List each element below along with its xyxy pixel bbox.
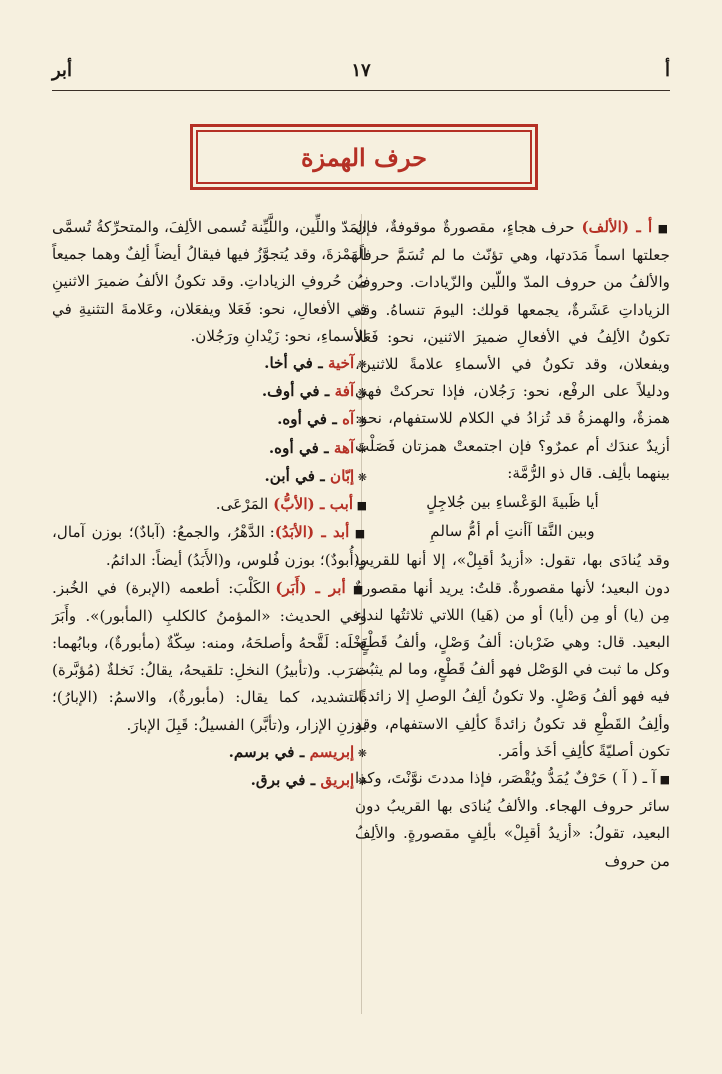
entry-abr-text: الكَلْبَ: أطعمه (الإبرة) في الخُبز. وفي الحديث: «المؤمنُ كالكلبِ (المأبور)». وأَبَرَ نَخْلَه: لَقَّحهُ وأصلحَهُ، ومنه: سِكّةٌ (مأبورةٌ)، وبابُهما: ضرَب. و(تأبيرُ) النخلِ: تلقيحهُ، يقالُ: نَخلةٌ (مُؤبَّرة) بالتشديد، كما يقال: (مأبورةٌ)، والاسمُ: (الإبارُ)؛ بوزنِ الإزار، و(تأبَّر) الفسيلُ: قَبِلَ الإبارَ. xyxy=(52,578,367,734)
entry-aa-head: آ ـ ( آ ) xyxy=(611,769,657,788)
entry-aa xyxy=(355,765,670,875)
cross-ref-ibban xyxy=(52,463,367,491)
entry-abb xyxy=(52,491,367,519)
entry-alif-continued: وقد يُنادَى بها، تقول: «أزيدُ أقبِلْ»، إلا أنها للقريبِ دون البعيد؛ لأنها مقصورةٌ. قلتُ: يريد أنها مقصورةٌ مِن (يا) أو مِن (أيا) أو من (هَيا) اللاتي ثلاثتُها لنداء البعيد. قال: وهي ضَرْبان: ألفُ وَصْلٍ، وألفُ قَطْعٍ، وكل ما ثبت في الوَصْل فهو ألفُ قَطْعٍ، وما لم يثبُت فيه فهو ألفُ وَصْلٍ. ولا تكونُ ألِفُ الوصلِ إلا زائدةً، وألِفُ القَطْعِ قد تكونُ زائدةً كألِفِ الاستفهام، وقد تكون أصليّةً كألِفِ أخَذ وأمَر. xyxy=(355,551,670,760)
cross-ref-ibrisam xyxy=(52,739,367,767)
section-title-frame xyxy=(190,124,538,190)
cross-ref-aha xyxy=(52,435,367,463)
cross-ref-ibriq xyxy=(52,767,367,795)
cross-ref-ibriq-target: ـ في برق. xyxy=(250,771,321,790)
cross-ref-ibban-target: ـ في أبن. xyxy=(264,466,331,485)
cross-ref-afa xyxy=(52,378,367,406)
continued-text: المَدّ واللِّين، واللَّيِّنة تُسمى الألِفَ، والمتحرِّكةُ تُسمَّى الهَمْزةَ، وقد يُتجوَّزُ فيها فيقالُ أيضاً ألِفٌ وهما جميعاً من حُروفِ الزياداتِ. وقد تكونُ الألفُ ضميرَ الاثنينِ في الأفعالِ، نحو: فَعَلا ويفعَلان، وعَلامةَ التثنيةِ في الأسماءِ، نحو: زَيْدانِ ورَجُلان. xyxy=(52,218,367,345)
right-column xyxy=(355,214,670,875)
entry-alif xyxy=(355,214,670,487)
cross-ref-aha-target: ـ في أوه. xyxy=(268,438,334,457)
cross-ref-akhiya-target: ـ في أخا. xyxy=(264,354,328,373)
entry-abr-head: أبر ـ (أَبَر) xyxy=(275,578,346,597)
poem-line-1: أيا ظَبيةَ الوَعْساءِ بين جُلاجِلٍ xyxy=(426,493,599,512)
entry-abb-text: المَرْعَى. xyxy=(215,495,274,514)
page-header xyxy=(52,56,670,86)
cross-ref-akhiya-head: آخية xyxy=(327,354,355,373)
entry-abr xyxy=(52,575,367,739)
cross-ref-ah-target: ـ في أوه. xyxy=(277,410,343,429)
cross-ref-aha-head: آهة xyxy=(333,438,355,457)
page-number: ١٧ xyxy=(351,60,371,81)
cross-ref-afa-target: ـ في أوف. xyxy=(261,382,335,401)
cross-ref-ibrisam-target: ـ في برسم. xyxy=(228,742,310,761)
entry-abd xyxy=(52,519,367,574)
cross-ref-ah-head: آه xyxy=(342,410,355,429)
cross-ref-afa-head: آفة xyxy=(334,382,355,401)
entry-abd-text: : الدَّهْرُ، والجمعُ: (آبادٌ)؛ بوزن آمال، و(أُبودٌ)؛ بوزن فُلوس، و(الأَبَدُ) أيضاً: الدائمُ. xyxy=(52,523,367,570)
cross-ref-ibrisam-head: إبريسم xyxy=(309,742,355,761)
entry-aa-text: حَرْفٌ يُمَدُّ ويُقْصَر، فإذا مددتَ نوَّنْتَ، وكذا سائر حروف الهجاء. والألفُ يُنادَى بها القريبُ دون البعيد، تقولُ: «أزيدُ أقبِلْ» بألِفٍ مقصورةٍ. والألِفُ من حروف xyxy=(355,769,670,870)
entry-alif-text: حرف هجاءٍ، مقصورةٌ موقوفةٌ، فإن جعلتها اسماً مَدَدتها، وهي تؤنّث ما لم تُسَمَّ حرفاً. والألفُ من حروف المدّ واللّين والزّيادات. وحروفُ الزياداتِ عَشَرةٌ، يجمعها قولك: اليومَ تنساهُ. وقد تكونُ الألِفُ في الأفعالِ ضميرَ الاثنين، نحو: فَعَلا ويفعلان، وقد تكونُ في الأسماءِ علامةً للاثنين، ودليلاً على الرفْع، نحو: رَجُلان، فإذا تحركتْ فهي همزةٌ، والهمزةُ قد تُزادُ في الكلام للاستفهام، نحو: أزيدٌ عندَك أم عمرٌو؟ فإن اجتمعتْ همزتان فَصَلْتَ بينهما بألِف. قال ذو الرُّمَّة: xyxy=(355,218,670,482)
cross-ref-ibriq-head: إبريق xyxy=(320,771,355,790)
header-rule xyxy=(52,90,670,91)
poem-line-2: وبين النَّقا آأنتِ أم أمُّ سالمِ xyxy=(430,522,595,541)
entry-abd-head: أبد ـ (الأبَدُ) xyxy=(274,523,350,542)
cross-ref-ibban-head: إبّان xyxy=(330,466,355,485)
left-column xyxy=(52,214,367,795)
entry-abb-head: أبب ـ (الأبُّ) xyxy=(273,495,354,514)
header-root-word: أبر xyxy=(52,60,72,81)
cross-ref-ah xyxy=(52,406,367,434)
entry-alif-head: أ ـ (الألف) xyxy=(581,218,653,236)
cross-ref-akhiya xyxy=(52,350,367,378)
section-title: حرف الهمزة xyxy=(300,142,428,172)
header-letter: أ xyxy=(664,60,670,81)
